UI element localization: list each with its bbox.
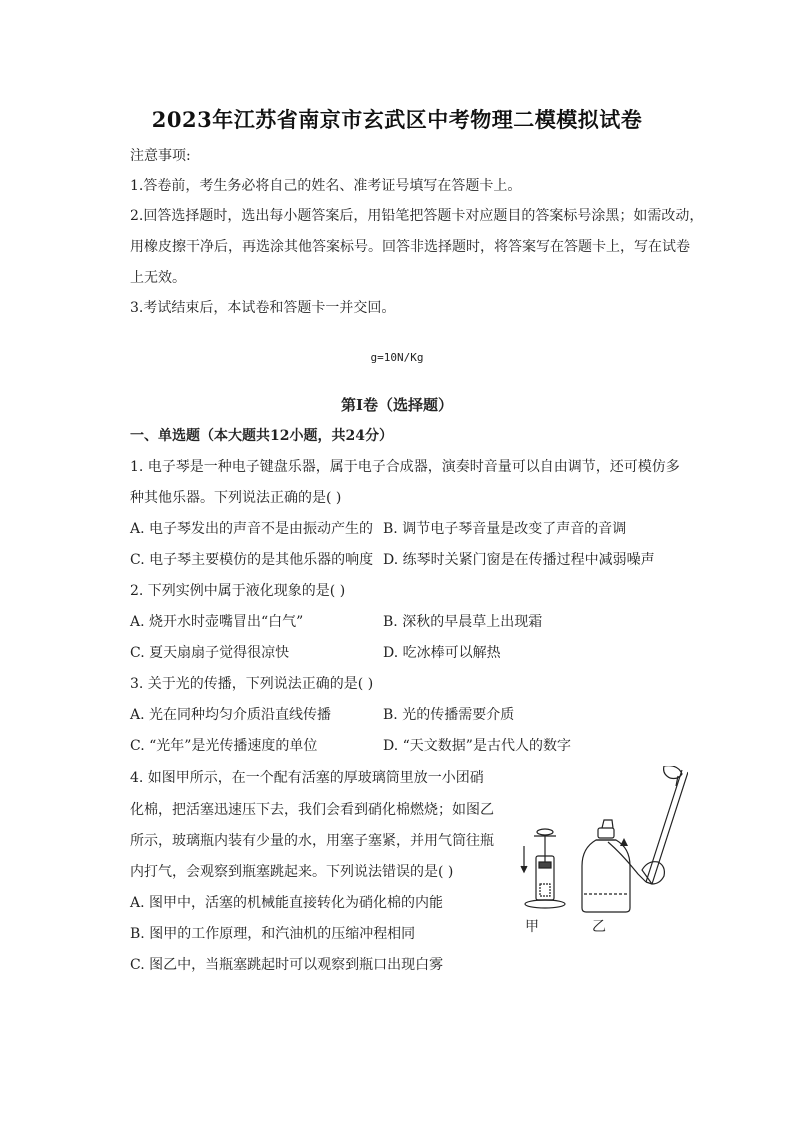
notice-item: 3.考试结束后，本试卷和答题卡一并交回。 xyxy=(130,300,396,316)
question-2-option-a: A. 烧开水时壶嘴冒出“白气” xyxy=(130,614,304,630)
notice-item: 用橡皮擦干净后，再选涂其他答案标号。回答非选择题时，将答案写在答题卡上，写在试卷 xyxy=(130,239,690,255)
figure-label-jia: 甲 xyxy=(525,919,539,935)
question-3-option-b: B. 光的传播需要介质 xyxy=(383,707,515,723)
gravity-constant: g=10N/Kg xyxy=(370,351,424,364)
question-4-option-c: C. 图乙中，当瓶塞跳起时可以观察到瓶口出现白雾 xyxy=(130,957,444,973)
question-1-option-b: B. 调节电子琴音量是改变了声音的音调 xyxy=(383,521,627,537)
part-heading: 一、单选题（本大题共12小题，共24分） xyxy=(130,428,393,444)
question-2-stem: 2. 下列实例中属于液化现象的是( ) xyxy=(130,583,346,599)
question-4-stem: 所示，玻璃瓶内装有少量的水，用塞子塞紧，并用气筒往瓶 xyxy=(130,833,494,849)
question-3-option-c: C. “光年”是光传播速度的单位 xyxy=(130,738,318,754)
question-1-stem: 1. 电子琴是一种电子键盘乐器，属于电子合成器，演奏时音量可以自由调节，还可模仿多 xyxy=(130,459,680,475)
piston-cylinder-icon xyxy=(521,829,565,908)
question-3-option-d: D. “天文数据”是古代人的数字 xyxy=(383,738,571,754)
question-4-stem: 内打气，会观察到瓶塞跳起来。下列说法错误的是( ) xyxy=(130,864,454,880)
question-1-stem: 种其他乐器。下列说法正确的是( ) xyxy=(130,490,342,506)
question-1-option-a: A. 电子琴发出的声音不是由振动产生的 xyxy=(130,521,374,537)
question-4-figure xyxy=(512,766,688,936)
figure-label-yi: 乙 xyxy=(592,919,606,935)
question-3-option-a: A. 光在同种均匀介质沿直线传播 xyxy=(130,707,332,723)
page-title: 2023年江苏省南京市玄武区中考物理二模模拟试卷 xyxy=(151,107,643,132)
question-2-option-c: C. 夏天扇扇子觉得很凉快 xyxy=(130,645,290,661)
notice-item: 上无效。 xyxy=(130,270,186,286)
question-2-option-d: D. 吃冰棒可以解热 xyxy=(383,645,501,661)
notice-item: 1.答卷前，考生务必将自己的姓名、准考证号填写在答题卡上。 xyxy=(130,178,522,194)
question-4-option-b: B. 图甲的工作原理，和汽油机的压缩冲程相同 xyxy=(130,926,416,942)
section-title: 第I卷（选择题） xyxy=(340,396,454,414)
notice-heading: 注意事项: xyxy=(130,148,191,164)
question-4-option-a: A. 图甲中，活塞的机械能直接转化为硝化棉的内能 xyxy=(130,895,444,911)
question-2-option-b: B. 深秋的早晨草上出现霜 xyxy=(383,614,543,630)
question-1-option-c: C. 电子琴主要模仿的是其他乐器的响度 xyxy=(130,552,374,568)
question-1-option-d: D. 练琴时关紧门窗是在传播过程中减弱噪声 xyxy=(383,552,655,568)
question-4-stem: 4. 如图甲所示，在一个配有活塞的厚玻璃筒里放一小团硝 xyxy=(130,770,484,786)
apparatus-diagram xyxy=(512,766,688,936)
question-3-stem: 3. 关于光的传播，下列说法正确的是( ) xyxy=(130,676,374,692)
question-4-stem: 化棉，把活塞迅速压下去，我们会看到硝化棉燃烧；如图乙 xyxy=(130,802,494,818)
bottle-pump-icon xyxy=(582,766,688,912)
notice-item: 2.回答选择题时，选出每小题答案后，用铅笔把答题卡对应题目的答案标号涂黑；如需改动， xyxy=(130,208,704,224)
